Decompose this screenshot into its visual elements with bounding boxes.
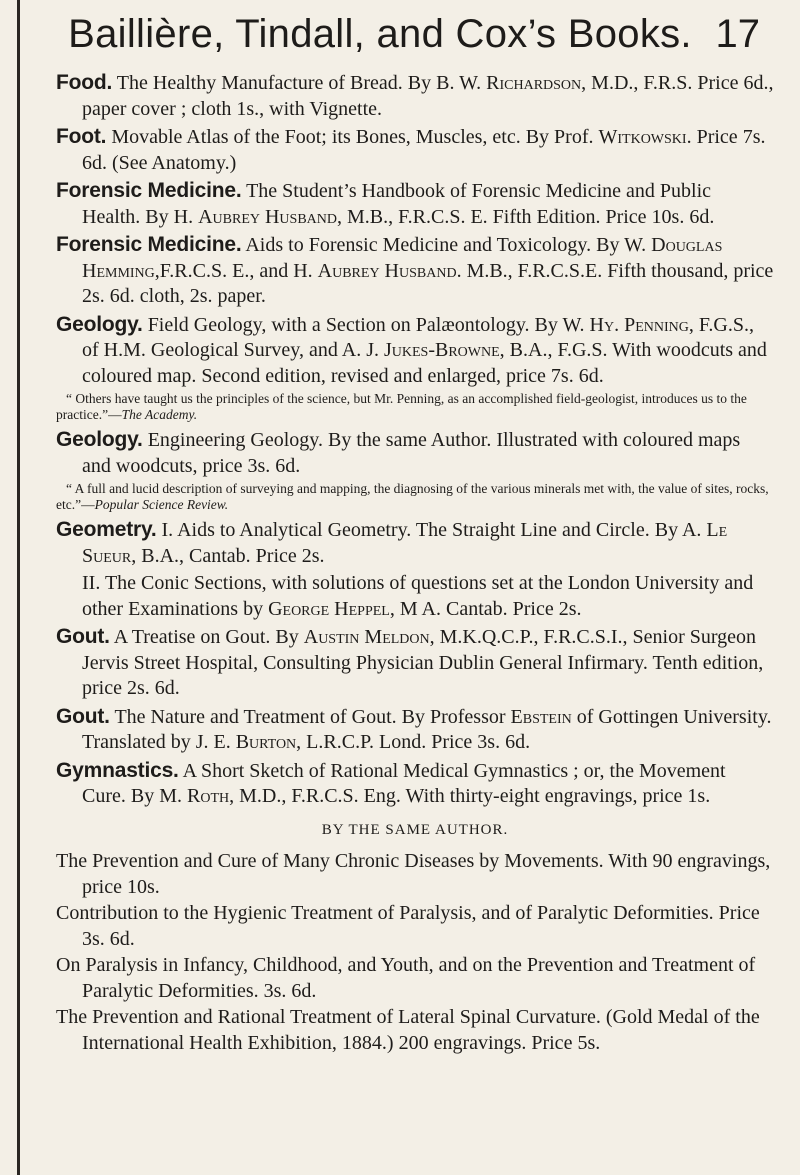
author-name: Roth bbox=[187, 785, 230, 807]
review-source: Popular Science Review. bbox=[94, 497, 229, 512]
catalogue-subentry bbox=[56, 571, 774, 622]
entry-text: The Nature and Treatment of Gout. By Professor bbox=[109, 705, 511, 728]
author-name: Burton bbox=[235, 731, 297, 753]
review-text: “ Others have taught us the principles of the science, but Mr. Penning, as an accomplished field-geologist, introduces us to the practice.”— bbox=[56, 391, 747, 422]
page-number: 17 bbox=[715, 12, 760, 56]
running-title: Baillière, Tindall, and Cox’s Books. bbox=[68, 12, 692, 56]
entry-text: , M.B., F.R.C.S. E. Fifth Edition. Price 10s. 6d. bbox=[337, 205, 715, 228]
catalogue-entry bbox=[56, 178, 774, 230]
author-name: Austin Meldon bbox=[303, 626, 430, 648]
catalogue-entry bbox=[56, 312, 774, 390]
author-work: The Prevention and Cure of Many Chronic Diseases by Movements. With 90 engravings, price 10s. bbox=[56, 850, 771, 898]
author-name: Le Sueur bbox=[82, 519, 728, 567]
entry-text: , M A. Cantab. Price 2s. bbox=[389, 597, 582, 620]
author-name: Aubrey Husband bbox=[198, 205, 337, 228]
entry-text: , L.R.C.P. Lond. Price 3s. 6d. bbox=[296, 731, 531, 753]
entry-text: Movable Atlas of the Foot; its Bones, Muscles, etc. By Prof. bbox=[106, 126, 599, 148]
entry-keyword: Gout. bbox=[56, 625, 110, 648]
entry-text: . Price 7s. 6d. (See Anatomy.) bbox=[82, 126, 766, 174]
review-quote bbox=[56, 481, 774, 513]
entry-text: A Treatise on Gout. By bbox=[109, 626, 304, 648]
catalogue-entry bbox=[56, 704, 774, 756]
entry-text: , M.D., F.R.S. Price 6d., paper cover ; cloth 1s., with Vignette. bbox=[82, 72, 774, 120]
catalogue-entry bbox=[56, 758, 774, 810]
review-source: The Academy. bbox=[121, 407, 198, 422]
author-work: On Paralysis in Infancy, Childhood, and Youth, and on the Prevention and Treatment of Paralytic Deformities. 3s. 6d. bbox=[56, 954, 756, 1002]
review-text: “ A full and lucid description of surveying and mapping, the diagnosing of the various minerals met with, the value of sites, rocks, etc.”— bbox=[56, 481, 769, 512]
entry-text: Aids to Forensic Medicine and Toxicology. By W. bbox=[241, 234, 652, 256]
entry-text: The Student’s Handbook of Forensic Medicine and Public Health. By H. bbox=[82, 180, 712, 228]
entry-text: . M.B., F.R.C.S.E. Fifth thousand, price 2s. 6d. cloth, 2s. paper. bbox=[82, 259, 774, 307]
entry-text: , M.D., F.R.C.S. Eng. With thirty-eight engravings, price 1s. bbox=[229, 785, 711, 807]
author-name: Ebstein bbox=[510, 705, 572, 728]
by-same-author-heading: BY THE SAME AUTHOR. bbox=[321, 821, 509, 838]
entry-keyword: Geology. bbox=[56, 428, 143, 451]
entry-text: ,F.R.C.S. E., and H. bbox=[154, 259, 318, 282]
entry-text: A Short Sketch of Rational Medical Gymnastics ; or, the Movement Cure. By M. bbox=[82, 759, 726, 807]
author-name: Hy. Penning bbox=[589, 313, 689, 336]
catalogue-entry bbox=[56, 124, 774, 176]
entry-text: , F.G.S., of H.M. Geological Survey, and A. J. bbox=[82, 313, 754, 361]
catalogue-entry bbox=[56, 232, 774, 310]
entry-keyword: Foot. bbox=[56, 125, 107, 148]
entry-text: The Healthy Manufacture of Bread. By B. W. bbox=[112, 72, 487, 94]
author-work: Contribution to the Hygienic Treatment of Paralysis, and of Paralytic Deformities. Price 3s. 6d. bbox=[56, 902, 760, 950]
author-name: George Heppel bbox=[268, 597, 390, 620]
entry-keyword: Geology. bbox=[56, 312, 143, 336]
catalogue-entry bbox=[56, 70, 774, 122]
author-name: Richardson bbox=[486, 72, 582, 94]
entry-keyword: Forensic Medicine. bbox=[56, 179, 242, 202]
entry-text: Engineering Geology. By the same Author. Illustrated with coloured maps and woodcuts, price 3s. 6d. bbox=[82, 429, 741, 477]
author-name: Douglas Hemming bbox=[82, 234, 723, 282]
author-name: Jukes-Browne bbox=[384, 339, 500, 361]
catalogue-list bbox=[56, 70, 774, 1057]
page-header bbox=[60, 6, 760, 62]
entry-text: Field Geology, with a Section on Palæontology. By W. bbox=[142, 313, 590, 336]
entry-text: of Gottingen University. Translated by J. E. bbox=[82, 705, 772, 753]
entry-text: , B.A., F.G.S. With woodcuts and coloured map. Second edition, revised and enlarged, price 7s. 6d. bbox=[82, 339, 767, 387]
catalogue-entry bbox=[56, 624, 774, 702]
entry-text: , B.A., Cantab. Price 2s. bbox=[131, 544, 325, 567]
left-border-rule bbox=[17, 0, 20, 1175]
author-name: Witkowski bbox=[598, 126, 687, 148]
entry-text: , M.K.Q.C.P., F.R.C.S.I., Senior Surgeon Jervis Street Hospital, Consulting Physician Dublin General Infirmary. Tenth edition, price 2s. 6d. bbox=[82, 626, 764, 699]
author-work: The Prevention and Rational Treatment of Lateral Spinal Curvature. (Gold Medal of the International Health Exhibition, 1884.) 200 engravings. Price 5s. bbox=[56, 1006, 760, 1054]
catalogue-entry bbox=[56, 427, 774, 479]
author-name: Aubrey Husband bbox=[317, 259, 457, 282]
entry-text: II. The Conic Sections, with solutions of questions set at the London University and other Examinations by bbox=[82, 572, 754, 620]
entry-keyword: Food. bbox=[56, 71, 113, 94]
entry-keyword: Forensic Medicine. bbox=[56, 233, 242, 256]
entry-keyword: Gout. bbox=[56, 704, 110, 728]
catalogue-entry bbox=[56, 517, 774, 569]
entry-keyword: Geometry. bbox=[56, 518, 157, 541]
entry-keyword: Gymnastics. bbox=[56, 758, 179, 782]
review-quote bbox=[56, 391, 774, 423]
entry-text: I. Aids to Analytical Geometry. The Straight Line and Circle. By A. bbox=[156, 519, 707, 541]
